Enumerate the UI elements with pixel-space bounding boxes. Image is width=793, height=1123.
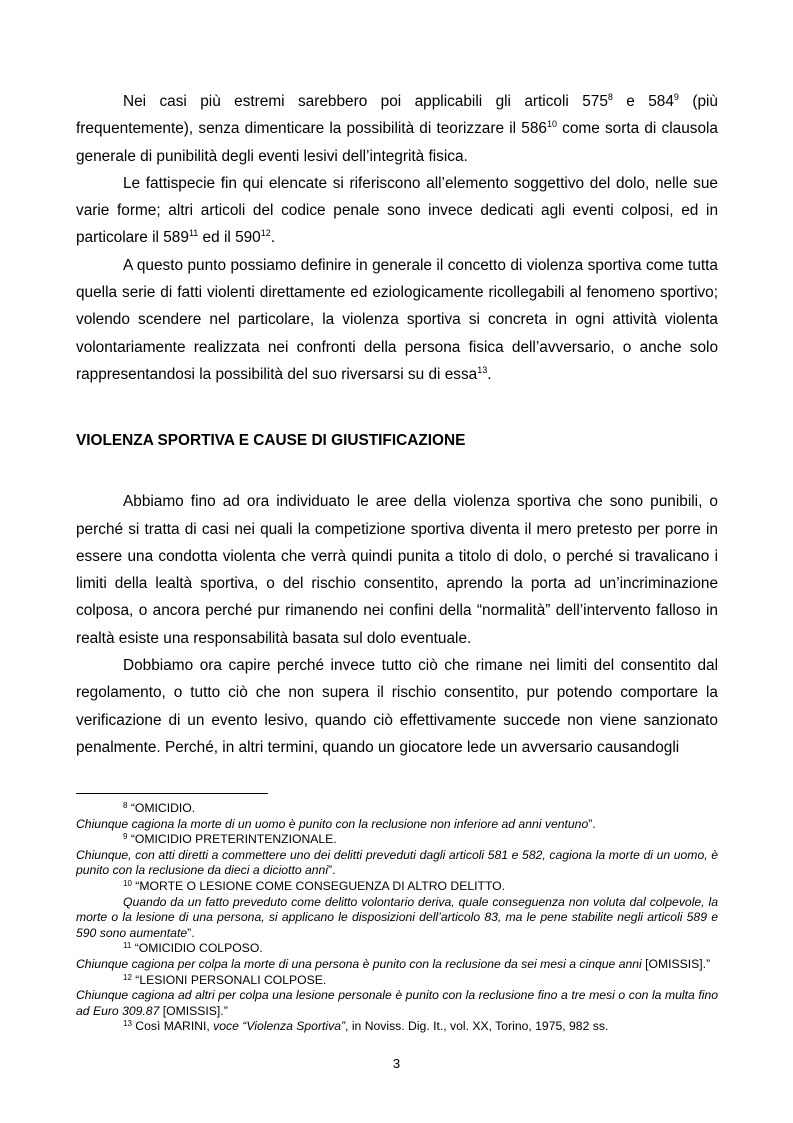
paragraph-definizione: A questo punto possiamo definire in generale il concetto di violenza sportiva come tutta quella serie di fatti violenti direttamente ed eziologicamente ricollegabili al fenomeno sportivo; volendo scendere nel particolare, la violenza sportiva si concreta in ogni attività violenta volontariamente realizzata nei confronti della persona fisica dell’avversario, o anche solo rappresentandosi la possibilità del suo riversarsi su di essa$^{13}$. <box>76 256 718 383</box>
footnote-ref-11[interactable]: 11 <box>188 228 199 239</box>
page-body <box>76 88 718 761</box>
footnote-11-body: Chiunque cagiona per colpa la morte di una persona è punito con la reclusione da sei mesi a cinque anni [OMISSIS].” <box>76 956 711 971</box>
footnote-13-citation: $^{13}$ Così MARINI, voce “Violenza Sportiva”, in Noviss. Dig. It., vol. XX, Torino, 1975, 982 ss. <box>123 1019 609 1034</box>
footnote-ref-9[interactable]: 9 <box>673 92 679 102</box>
footnote-ref-12[interactable]: 12 <box>260 228 271 239</box>
footnote-9-body: Chiunque, con atti diretti a commettere uno dei delitti preveduti dagli articoli 581 e 582, cagiona la morte di un uomo, è punito con la reclusione da dieci a diciotto anni”. <box>76 847 718 878</box>
footnote-10-title: $^{10}$ “MORTE O LESIONE COME CONSEGUENZA DI ALTRO DELITTO. <box>123 878 506 893</box>
paragraph-articoli: Nei casi più estremi sarebbero poi applicabili gli articoli $575^8$ e $584^9$ (più frequentemente), senza dimenticare la possibilità di teorizzare il $586^{10}$ come sorta di clausola generale di punibilità degli eventi lesivi dell’integrità fisica. <box>76 92 718 165</box>
footnote-11-title: $^{11}$ “OMICIDIO COLPOSO. <box>123 941 263 956</box>
footnote-ref-13[interactable]: 13 <box>477 364 488 375</box>
paragraph-consentito: Dobbiamo ora capire perché invece tutto ciò che rimane nei limiti del consentito dal regolamento, o tutto ciò che non supera il rischio consentito, pur potendo comportare la verificazione di un evento lesivo, quando ciò effettivamente succede non viene sanzionato penalmente. Perché, in altri termini, quando un giocatore lede un avversario causandogli <box>76 657 718 756</box>
footnote-8-body: Chiunque cagiona la morte di un uomo è punito con la reclusione non inferiore ad anni ventuno”. <box>76 816 596 831</box>
footnote-12-body: Chiunque cagiona ad altri per colpa una lesione personale è punito con la reclusione fino a tre mesi o con la multa fino ad Euro 309.87 [OMISSIS].” <box>76 988 718 1018</box>
footnote-separator <box>76 793 268 794</box>
paragraph-aree-punibili: Abbiamo fino ad ora individuato le aree della violenza sportiva che sono punibili, o perché si tratta di casi nei quali la competizione sportiva diventa il mero pretesto per porre in essere una condotta violenta che verrà quindi punita a titolo di dolo, o perché si travalicano i limiti della lealtà sportiva, o del rischio consentito, aprendo la porta ad un’incriminazione colposa, o ancora perché pur rimanendo nei confini della “normalità” dell’intervento falloso in realtà esiste una responsabilità basata sul dolo eventuale. <box>76 493 718 647</box>
section-heading: VIOLENZA SPORTIVA E CAUSE DI GIUSTIFICAZIONE <box>76 432 466 450</box>
footnote-12-title: $^{12}$ “LESIONI PERSONALI COLPOSE. <box>123 972 327 987</box>
page-number: 3 <box>392 1056 401 1071</box>
footnotes <box>76 801 718 1035</box>
footnote-ref-10[interactable]: 10 <box>546 119 557 130</box>
footnote-10-body: Quando da un fatto preveduto come delitto volontario deriva, quale conseguenza non voluta dal colpevole, la morte o la lesione di una persona, si applicano le disposizioni dell’articolo 83, ma le pene stabilite negli articoli 589 e 590 sono aumentate”. <box>76 894 718 940</box>
footnote-9-title: $^9$ “OMICIDIO PRETERINTENZIONALE. <box>123 832 337 847</box>
footnote-ref-8[interactable]: 8 <box>607 92 613 102</box>
footnote-8-title: $^8$ “OMICIDIO. <box>123 801 196 815</box>
paragraph-fattispecie: Le fattispecie fin qui elencate si riferiscono all’elemento soggettivo del dolo, nelle sue varie forme; altri articoli del codice penale sono invece dedicati agli eventi colposi, ed in particolare il $589^{11}$ ed il $590^{12}$. <box>76 174 718 247</box>
